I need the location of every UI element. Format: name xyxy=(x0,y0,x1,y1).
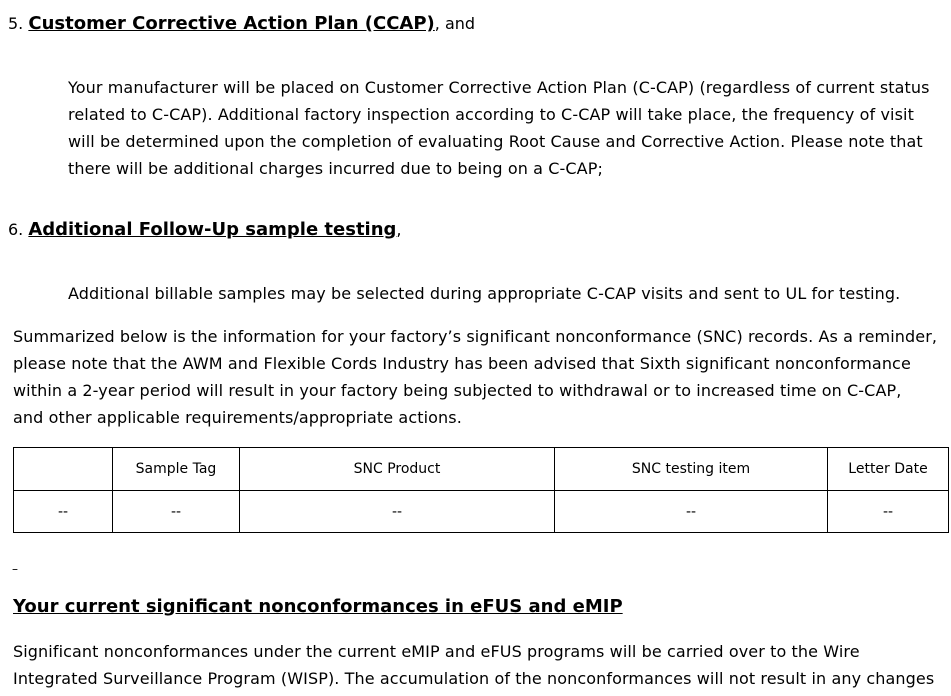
body-line: Summarized below is the information for your factory’s significant nonconformance (SNC) records. As a reminder, xyxy=(13,327,938,346)
table-header-cell xyxy=(14,448,113,491)
section-6-title xyxy=(8,219,402,240)
section-5-suffix: , and xyxy=(434,14,476,33)
table-header-cell: Sample Tag xyxy=(113,448,240,491)
current-snc-heading: Your current significant nonconformances in eFUS and eMIP xyxy=(13,596,623,617)
summary-paragraph xyxy=(13,323,937,431)
section-6-heading: Additional Follow-Up sample testing xyxy=(28,219,397,240)
table-cell: -- xyxy=(828,491,949,533)
table-header-row xyxy=(14,448,949,491)
body-line: and other applicable requirements/appropriate actions. xyxy=(13,408,462,427)
body-line: Your manufacturer will be placed on Customer Corrective Action Plan (C-CAP) (regardless of current status xyxy=(68,78,930,97)
section-6-suffix: , xyxy=(396,220,402,239)
current-snc-body xyxy=(13,638,934,692)
table-header-cell: Letter Date xyxy=(828,448,949,491)
section-5-heading: Customer Corrective Action Plan (CCAP) xyxy=(28,13,435,34)
body-line: Significant nonconformances under the current eMIP and eFUS programs will be carried over to the Wire xyxy=(13,642,860,661)
section-6-number: 6. xyxy=(8,220,24,239)
table-header-cell: SNC testing item xyxy=(555,448,828,491)
body-line: Integrated Surveillance Program (WISP). The accumulation of the nonconformances will not result in any changes xyxy=(13,669,935,688)
table-cell: -- xyxy=(14,491,113,533)
section-5-title xyxy=(8,13,475,34)
snc-table xyxy=(13,447,949,533)
table-cell: -- xyxy=(240,491,555,533)
body-line: within a 2-year period will result in your factory being subjected to withdrawal or to increased time on C-CAP, xyxy=(13,381,902,400)
table-cell: -- xyxy=(113,491,240,533)
body-line: there will be additional charges incurred due to being on a C-CAP; xyxy=(68,159,603,178)
section-6-body: Additional billable samples may be selected during appropriate C-CAP visits and sent to UL for testing. xyxy=(68,284,901,303)
body-line: will be determined upon the completion of evaluating Root Cause and Corrective Action. Please note that xyxy=(68,132,923,151)
body-line: related to C-CAP). Additional factory inspection according to C-CAP will take place, the frequency of visit xyxy=(68,105,914,124)
section-5-body xyxy=(68,74,930,182)
section-5-number: 5. xyxy=(8,14,24,33)
dash-marker: – xyxy=(12,562,18,576)
body-line: please note that the AWM and Flexible Cords Industry has been advised that Sixth significant nonconformance xyxy=(13,354,911,373)
table-row xyxy=(14,491,949,533)
table-header-cell: SNC Product xyxy=(240,448,555,491)
table-cell: -- xyxy=(555,491,828,533)
